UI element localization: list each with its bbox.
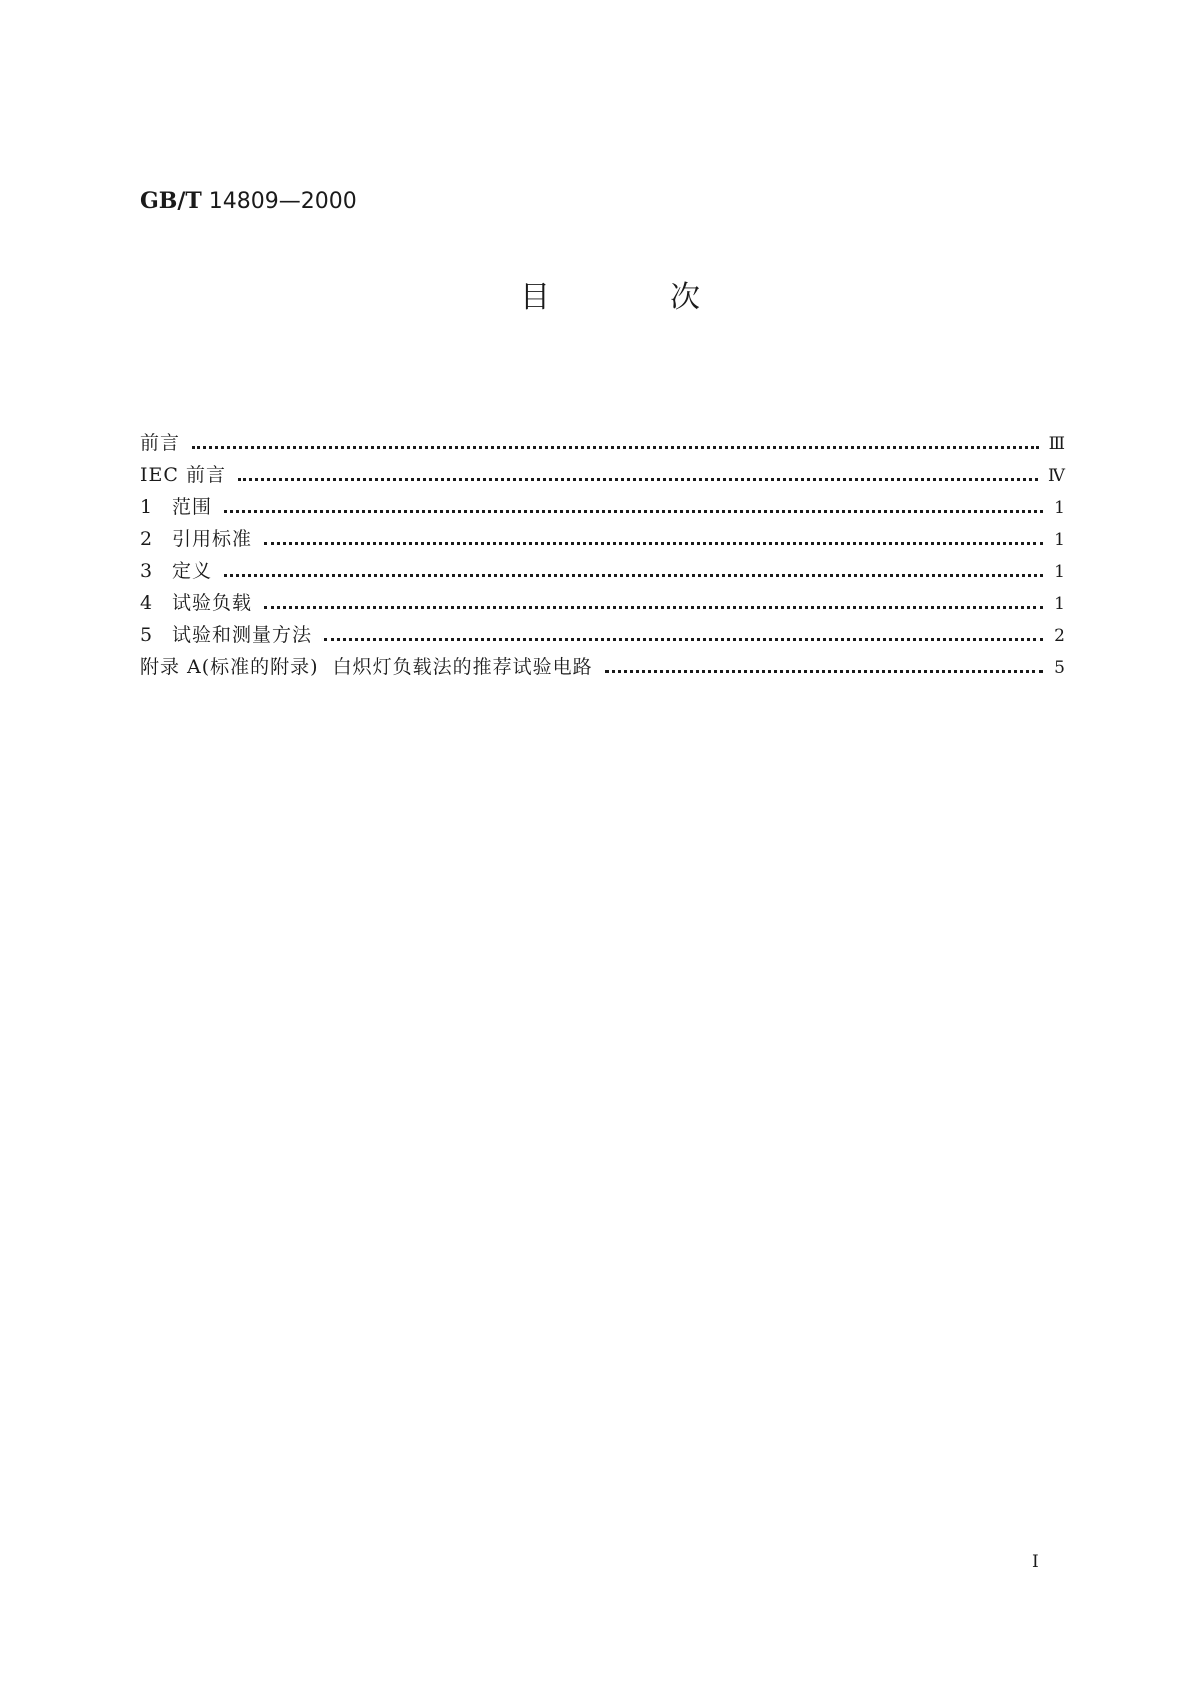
- toc-page-number: 1: [1054, 498, 1065, 518]
- toc-entry-definitions[interactable]: [140, 555, 1065, 587]
- standard-code: [140, 188, 357, 215]
- toc-section-number: 3: [140, 560, 153, 582]
- standard-prefix: GB/T: [140, 188, 202, 214]
- toc-leader-dots: [224, 510, 1043, 513]
- toc-page-number: 2: [1054, 626, 1065, 646]
- toc-entry-title: 引用标准: [172, 528, 253, 550]
- toc-leader-dots: [238, 478, 1038, 481]
- toc-page-number: Ⅲ: [1048, 434, 1065, 454]
- toc-entry-test-methods[interactable]: [140, 619, 1065, 651]
- toc-section-number: 2: [140, 528, 153, 550]
- toc-leader-dots: [264, 606, 1043, 609]
- toc-entry-title: 试验负载: [172, 592, 253, 614]
- toc-entry-title: 试验和测量方法: [172, 624, 313, 646]
- toc-entry-references[interactable]: [140, 523, 1065, 555]
- toc-leader-dots: [264, 542, 1043, 545]
- toc-section-number: 1: [140, 496, 153, 518]
- toc-entry-title: 前言: [140, 432, 181, 454]
- toc-entry-title: 定义: [172, 560, 213, 582]
- toc-entry-appendix-a[interactable]: [140, 651, 1065, 683]
- toc-entry-title: 范围: [172, 496, 213, 518]
- toc-page-number: 5: [1054, 658, 1065, 678]
- title-char-2: 次: [670, 280, 700, 315]
- title-char-1: 目: [520, 280, 550, 315]
- toc-entry-scope[interactable]: [140, 491, 1065, 523]
- toc-entry-iec-foreword[interactable]: [140, 459, 1065, 491]
- toc-page-number: 1: [1054, 530, 1065, 550]
- toc-entry-title: 附录 A(标准的附录) 白炽灯负载法的推荐试验电路: [140, 656, 593, 678]
- toc-entry-test-load[interactable]: [140, 587, 1065, 619]
- toc-page-number: 1: [1054, 562, 1065, 582]
- toc-leader-dots: [324, 638, 1043, 641]
- toc-page-number: Ⅳ: [1048, 466, 1065, 486]
- page-number: Ⅰ: [1032, 1552, 1039, 1572]
- toc-page-number: 1: [1054, 594, 1065, 614]
- toc-leader-dots: [192, 446, 1039, 449]
- page-title: [520, 280, 700, 316]
- toc-entry-title: IEC 前言: [140, 464, 226, 486]
- toc-entry-foreword[interactable]: [140, 427, 1065, 459]
- toc-section-number: 4: [140, 592, 153, 614]
- toc-section-number: 5: [140, 624, 153, 646]
- toc-leader-dots: [224, 574, 1043, 577]
- toc-leader-dots: [605, 670, 1043, 673]
- standard-number: 14809—2000: [208, 189, 357, 214]
- table-of-contents: [140, 427, 1065, 683]
